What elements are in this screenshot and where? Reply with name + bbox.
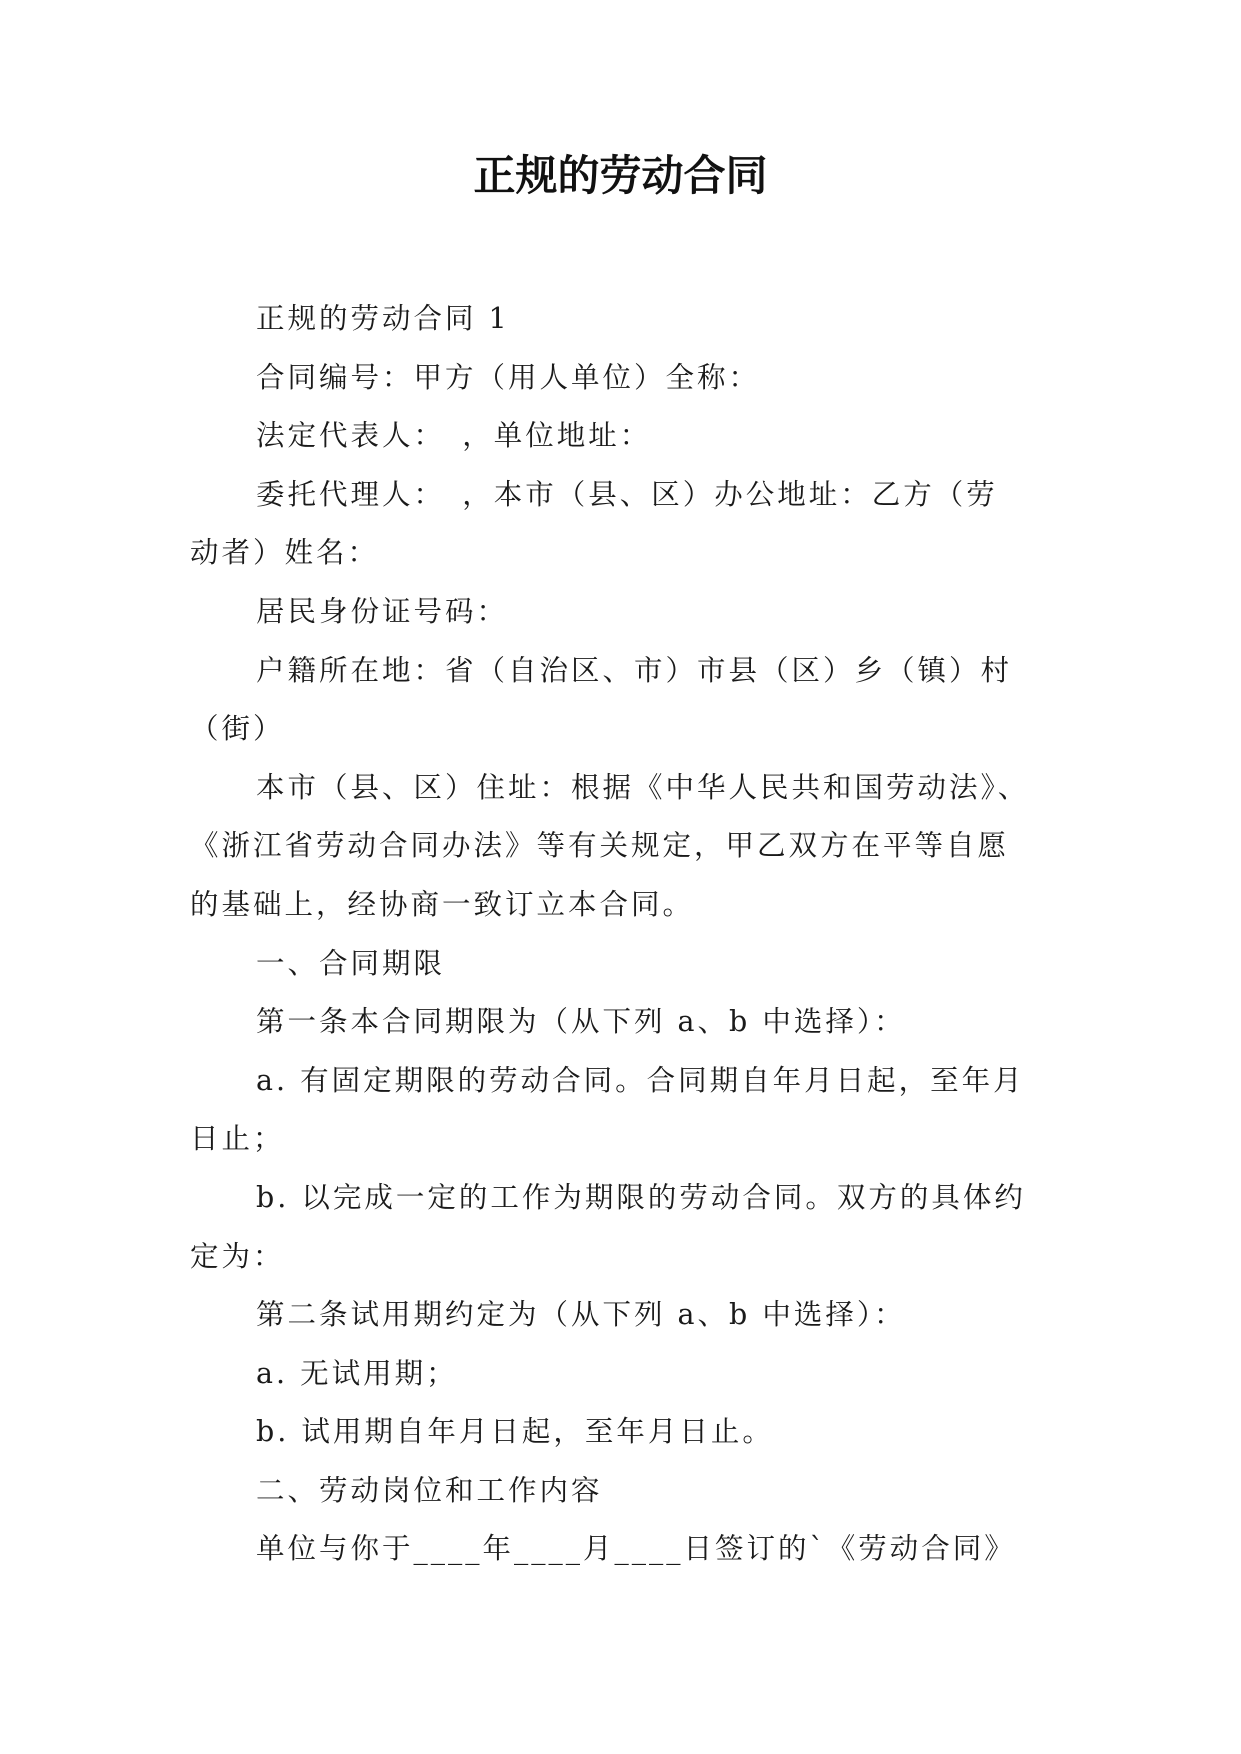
body-line: 户籍所在地：省（自治区、市）市县（区）乡（镇）村	[256, 653, 1013, 687]
body-line: 单位与你于____年____月____日签订的`《劳动合同》	[256, 1532, 1016, 1566]
body-line: 正规的劳动合同 1	[256, 302, 510, 335]
document-body	[190, 290, 1050, 1579]
body-line: 日止；	[190, 1122, 285, 1156]
body-line: 法定代表人： ，单位地址：	[256, 419, 652, 453]
body-line: 合同编号：甲方（用人单位）全称：	[256, 360, 761, 394]
body-line: 的基础上，经协商一致订立本合同。	[190, 887, 695, 921]
body-line: a. 无试用期；	[256, 1356, 458, 1390]
section-heading: 一、合同期限	[256, 946, 446, 980]
body-line: 动者）姓名：	[190, 536, 380, 570]
section-heading: 二、劳动岗位和工作内容	[256, 1473, 603, 1507]
body-line: b. 以完成一定的工作为期限的劳动合同。双方的具体约	[256, 1180, 1026, 1214]
body-line: a. 有固定期限的劳动合同。合同期自年月日起，至年月	[256, 1063, 1025, 1097]
body-line: 《浙江省劳动合同办法》等有关规定，甲乙双方在平等自愿	[190, 829, 1010, 863]
body-line: 本市（县、区）住址：根据《中华人民共和国劳动法》、	[256, 770, 1030, 804]
body-line: 委托代理人： ，本市（县、区）办公地址：乙方（劳	[256, 477, 998, 511]
body-line: 居民身份证号码：	[256, 594, 509, 628]
body-line: 定为：	[190, 1239, 285, 1273]
body-line: b. 试用期自年月日起，至年月日止。	[256, 1415, 774, 1449]
body-line: 第一条本合同期限为（从下列 a、b 中选择）：	[256, 1005, 906, 1039]
body-line: （街）	[190, 712, 285, 746]
body-line: 第二条试用期约定为（从下列 a、b 中选择）：	[256, 1298, 906, 1332]
document-title: 正规的劳动合同	[473, 151, 768, 200]
